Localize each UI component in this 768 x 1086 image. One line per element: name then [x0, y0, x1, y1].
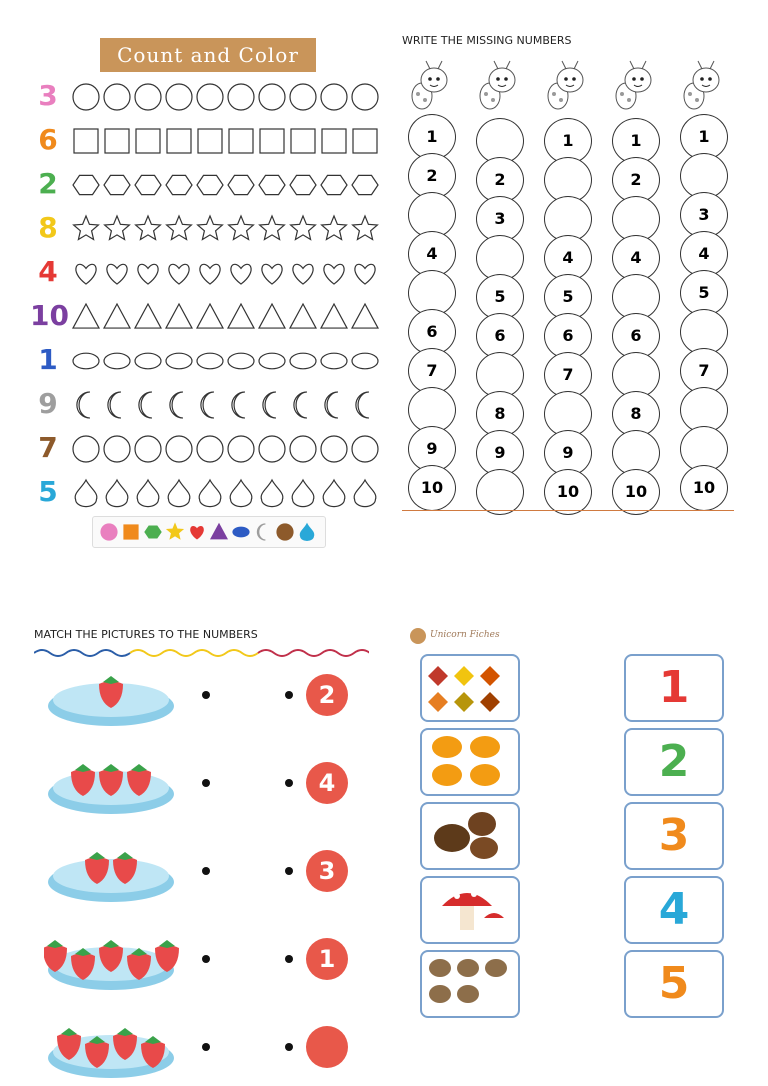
strawberry-plate [44, 928, 179, 998]
shape-row [70, 124, 385, 158]
number-bubble: 9 [476, 430, 524, 476]
star-shape-to-color[interactable] [353, 216, 378, 240]
count-row [30, 120, 390, 160]
circle-shape-to-color[interactable] [166, 436, 192, 462]
count-row [30, 296, 390, 336]
hexagon-shape-to-color[interactable] [259, 175, 285, 194]
number-bubble: 6 [544, 313, 592, 359]
heart-shape-to-color[interactable] [293, 264, 313, 284]
square-shape-to-color[interactable] [198, 129, 222, 153]
circle-shape-to-color[interactable] [166, 84, 192, 110]
bee-head-icon [610, 58, 662, 118]
hexagon-shape-to-color[interactable] [352, 175, 378, 194]
strawberry-plate [44, 752, 179, 822]
oval-shape-to-color[interactable] [104, 353, 130, 369]
match-dot-right[interactable] [285, 867, 293, 875]
number-bubble: 9 [408, 426, 456, 472]
circle-shape-to-color[interactable] [104, 436, 130, 462]
square-shape-to-color[interactable] [322, 129, 346, 153]
chestnuts-icon [422, 804, 514, 864]
pumpkins-icon [422, 730, 514, 790]
triangle-shape-to-color[interactable] [166, 304, 192, 328]
circle-shape-to-color[interactable] [352, 84, 378, 110]
number-card[interactable] [624, 802, 724, 870]
hexagon-shape-to-color[interactable] [321, 175, 347, 194]
shape-row [70, 344, 385, 378]
count-number: 5 [38, 475, 58, 508]
count-row [30, 340, 390, 380]
number-bubble: 2 [408, 153, 456, 199]
number-bubble: 1 [408, 114, 456, 160]
circle-shape-to-color[interactable] [104, 84, 130, 110]
circle-shape-to-color[interactable] [321, 84, 347, 110]
match-pictures-title: MATCH THE PICTURES TO THE NUMBERS [34, 628, 258, 641]
triangle-shape-to-color[interactable] [290, 304, 316, 328]
triangle-shape-to-color[interactable] [135, 304, 161, 328]
number-bubble: 5 [476, 274, 524, 320]
heart-shape-to-color[interactable] [355, 264, 375, 284]
number-bubble: 10 [612, 469, 660, 515]
drop-shape-to-color[interactable] [354, 480, 376, 507]
star-shape-to-color[interactable] [136, 216, 161, 240]
hexagon-shape-to-color[interactable] [73, 175, 99, 194]
cartoon-number: 5 [658, 958, 690, 1009]
heart-shape-to-color[interactable] [231, 264, 251, 284]
count-number: 7 [38, 431, 58, 464]
cartoon-number: 4 [658, 884, 690, 935]
oval-shape-to-color[interactable] [290, 353, 316, 369]
oval-shape-to-color[interactable] [321, 353, 347, 369]
hedgehogs-icon [422, 952, 514, 1012]
shape-row [70, 212, 385, 246]
bee-head-icon [406, 58, 458, 118]
number-bubble: 8 [476, 391, 524, 437]
strawberry-plate [44, 840, 179, 910]
count-number: 3 [38, 79, 58, 112]
match-dot-right[interactable] [285, 779, 293, 787]
drop-shape-to-color[interactable] [230, 480, 252, 507]
heart-shape-to-color[interactable] [262, 264, 282, 284]
number-bubble: 4 [612, 235, 660, 281]
drop-shape-to-color[interactable] [106, 480, 128, 507]
number-circle [306, 1026, 348, 1068]
number-bubble: 6 [408, 309, 456, 355]
crescent-shape-to-color[interactable] [77, 392, 90, 418]
oval-shape-to-color[interactable] [259, 353, 285, 369]
shape-color-legend [92, 516, 326, 548]
count-number: 9 [38, 387, 58, 420]
star-shape-to-color[interactable] [198, 216, 223, 240]
shape-row [70, 168, 385, 202]
number-card[interactable] [624, 728, 724, 796]
match-dot-left[interactable] [202, 955, 210, 963]
star-shape-to-color[interactable] [260, 216, 285, 240]
triangle-shape-to-color[interactable] [104, 304, 130, 328]
number-circle: 1 [306, 938, 348, 980]
number-card[interactable] [624, 654, 724, 722]
number-bubble: 2 [612, 157, 660, 203]
count-row [30, 428, 390, 468]
crescent-shape-to-color[interactable] [170, 392, 183, 418]
heart-shape-to-color[interactable] [76, 264, 96, 284]
number-circle: 2 [306, 674, 348, 716]
match-dot-right[interactable] [285, 1043, 293, 1051]
unicorn-label: Unicorn Fiches [430, 630, 500, 640]
heart-shape-to-color[interactable] [107, 264, 127, 284]
hexagon-shape-to-color[interactable] [197, 175, 223, 194]
number-bubble: 4 [680, 231, 728, 277]
number-bubble: 9 [544, 430, 592, 476]
red-heart-icon [191, 527, 203, 539]
shape-row [70, 388, 385, 422]
count-number: 6 [38, 123, 58, 156]
number-bubble: 2 [476, 157, 524, 203]
count-row [30, 208, 390, 248]
oval-shape-to-color[interactable] [166, 353, 192, 369]
number-bubble: 8 [612, 391, 660, 437]
match-dot-left[interactable] [202, 779, 210, 787]
cartoon-number: 3 [658, 810, 690, 861]
count-row [30, 472, 390, 512]
star-shape-to-color[interactable] [229, 216, 254, 240]
count-row [30, 252, 390, 292]
crescent-shape-to-color[interactable] [232, 392, 245, 418]
circle-shape-to-color[interactable] [73, 436, 99, 462]
orange-square-icon [124, 525, 138, 539]
picture-card[interactable] [420, 802, 520, 870]
triangle-shape-to-color[interactable] [73, 304, 99, 328]
hexagon-shape-to-color[interactable] [228, 175, 254, 194]
triangle-shape-to-color[interactable] [197, 304, 223, 328]
strawberry-plate [44, 664, 179, 734]
circle-shape-to-color[interactable] [259, 436, 285, 462]
bee-head-icon [474, 58, 526, 118]
circle-shape-to-color[interactable] [352, 436, 378, 462]
crescent-shape-to-color[interactable] [325, 392, 338, 418]
number-card[interactable] [624, 950, 724, 1018]
number-bubble: 4 [408, 231, 456, 277]
crescent-shape-to-color[interactable] [263, 392, 276, 418]
square-shape-to-color[interactable] [353, 129, 377, 153]
circle-shape-to-color[interactable] [135, 84, 161, 110]
number-bubble: 4 [544, 235, 592, 281]
circle-shape-to-color[interactable] [228, 84, 254, 110]
count-and-color-worksheet [30, 30, 390, 560]
drop-shape-to-color[interactable] [75, 480, 97, 507]
circle-shape-to-color[interactable] [321, 436, 347, 462]
oval-shape-to-color[interactable] [352, 353, 378, 369]
crescent-shape-to-color[interactable] [139, 392, 152, 418]
bee-head-icon [678, 58, 730, 118]
shape-row [70, 256, 385, 290]
wavy-divider [34, 646, 369, 660]
crescent-shape-to-color[interactable] [108, 392, 121, 418]
hexagon-shape-to-color[interactable] [290, 175, 316, 194]
number-bubble: 10 [680, 465, 728, 511]
number-bubble: 5 [680, 270, 728, 316]
star-shape-to-color[interactable] [322, 216, 347, 240]
picture-card[interactable] [420, 950, 520, 1018]
number-bubble: 1 [612, 118, 660, 164]
missing-numbers-worksheet [398, 30, 738, 520]
blank-number-bubble[interactable] [476, 469, 524, 515]
count-number: 4 [38, 255, 58, 288]
circle-shape-to-color[interactable] [197, 436, 223, 462]
picture-number-matching-worksheet [400, 620, 740, 1024]
number-bubble: 6 [612, 313, 660, 359]
drop-shape-to-color[interactable] [323, 480, 345, 507]
missing-numbers-title: WRITE THE MISSING NUMBERS [402, 34, 572, 47]
number-bubble: 6 [476, 313, 524, 359]
number-bubble: 3 [476, 196, 524, 242]
legend-icons [93, 517, 325, 547]
square-shape-to-color[interactable] [167, 129, 191, 153]
count-number: 1 [38, 343, 58, 376]
oval-shape-to-color[interactable] [73, 353, 99, 369]
shape-row [70, 432, 385, 466]
number-bubble: 10 [544, 469, 592, 515]
count-and-color-title: Count and Color [100, 38, 316, 72]
match-dot-right[interactable] [285, 955, 293, 963]
number-bubble: 7 [680, 348, 728, 394]
star-shape-to-color[interactable] [105, 216, 130, 240]
oval-shape-to-color[interactable] [197, 353, 223, 369]
heart-shape-to-color[interactable] [324, 264, 344, 284]
heart-shape-to-color[interactable] [169, 264, 189, 284]
triangle-shape-to-color[interactable] [259, 304, 285, 328]
count-number: 8 [38, 211, 58, 244]
number-bubble: 7 [544, 352, 592, 398]
square-shape-to-color[interactable] [136, 129, 160, 153]
number-circle: 3 [306, 850, 348, 892]
square-shape-to-color[interactable] [74, 129, 98, 153]
match-dot-left[interactable] [202, 691, 210, 699]
speaker-icon [410, 628, 426, 644]
picture-card[interactable] [420, 728, 520, 796]
star-shape-to-color[interactable] [74, 216, 99, 240]
hexagon-shape-to-color[interactable] [166, 175, 192, 194]
circle-shape-to-color[interactable] [197, 84, 223, 110]
bee-head-icon [542, 58, 594, 118]
drop-shape-to-color[interactable] [168, 480, 190, 507]
mushrooms-icon [422, 878, 514, 938]
shape-row [70, 300, 385, 334]
drop-shape-to-color[interactable] [292, 480, 314, 507]
number-bubble: 10 [408, 465, 456, 511]
brown-circle-icon [277, 524, 293, 540]
number-bubble: 3 [680, 192, 728, 238]
circle-shape-to-color[interactable] [228, 436, 254, 462]
hexagon-shape-to-color[interactable] [135, 175, 161, 194]
blue-oval-icon [233, 527, 249, 537]
count-row [30, 164, 390, 204]
match-pictures-worksheet [30, 620, 375, 1024]
oval-shape-to-color[interactable] [135, 353, 161, 369]
count-number: 10 [30, 299, 69, 332]
picture-card[interactable] [420, 876, 520, 944]
shape-row [70, 80, 385, 114]
drop-shape-to-color[interactable] [137, 480, 159, 507]
crescent-shape-to-color[interactable] [356, 392, 369, 418]
circle-shape-to-color[interactable] [290, 436, 316, 462]
crescent-shape-to-color[interactable] [201, 392, 214, 418]
cartoon-number: 2 [658, 736, 690, 787]
circle-shape-to-color[interactable] [259, 84, 285, 110]
circle-shape-to-color[interactable] [73, 84, 99, 110]
green-hexagon-icon [145, 526, 161, 538]
crescent-shape-to-color[interactable] [294, 392, 307, 418]
star-shape-to-color[interactable] [291, 216, 316, 240]
match-dot-left[interactable] [202, 867, 210, 875]
number-card[interactable] [624, 876, 724, 944]
count-row [30, 76, 390, 116]
drop-shape-to-color[interactable] [261, 480, 283, 507]
gray-crescent-icon [257, 524, 265, 540]
hexagon-shape-to-color[interactable] [104, 175, 130, 194]
match-dot-right[interactable] [285, 691, 293, 699]
count-number: 2 [38, 167, 58, 200]
autumn-leaves-icon [422, 656, 514, 716]
square-shape-to-color[interactable] [260, 129, 284, 153]
number-bubble: 1 [544, 118, 592, 164]
number-bubble: 7 [408, 348, 456, 394]
number-bubble: 5 [544, 274, 592, 320]
heart-shape-to-color[interactable] [138, 264, 158, 284]
circle-shape-to-color[interactable] [135, 436, 161, 462]
drop-shape-to-color[interactable] [199, 480, 221, 507]
triangle-shape-to-color[interactable] [228, 304, 254, 328]
blue-drop-icon [300, 524, 313, 540]
divider-line [402, 510, 734, 511]
shape-row [70, 476, 385, 510]
circle-shape-to-color[interactable] [290, 84, 316, 110]
match-dot-left[interactable] [202, 1043, 210, 1051]
square-shape-to-color[interactable] [291, 129, 315, 153]
yellow-star-icon [167, 524, 182, 539]
strawberry-plate [44, 1016, 179, 1086]
number-circle: 4 [306, 762, 348, 804]
number-bubble: 1 [680, 114, 728, 160]
triangle-shape-to-color[interactable] [352, 304, 378, 328]
triangle-shape-to-color[interactable] [321, 304, 347, 328]
heart-shape-to-color[interactable] [200, 264, 220, 284]
pink-circle-icon [101, 524, 117, 540]
oval-shape-to-color[interactable] [228, 353, 254, 369]
picture-card[interactable] [420, 654, 520, 722]
square-shape-to-color[interactable] [229, 129, 253, 153]
star-shape-to-color[interactable] [167, 216, 192, 240]
count-row [30, 384, 390, 424]
square-shape-to-color[interactable] [105, 129, 129, 153]
cartoon-number: 1 [658, 662, 690, 713]
purple-triangle-icon [211, 524, 227, 539]
